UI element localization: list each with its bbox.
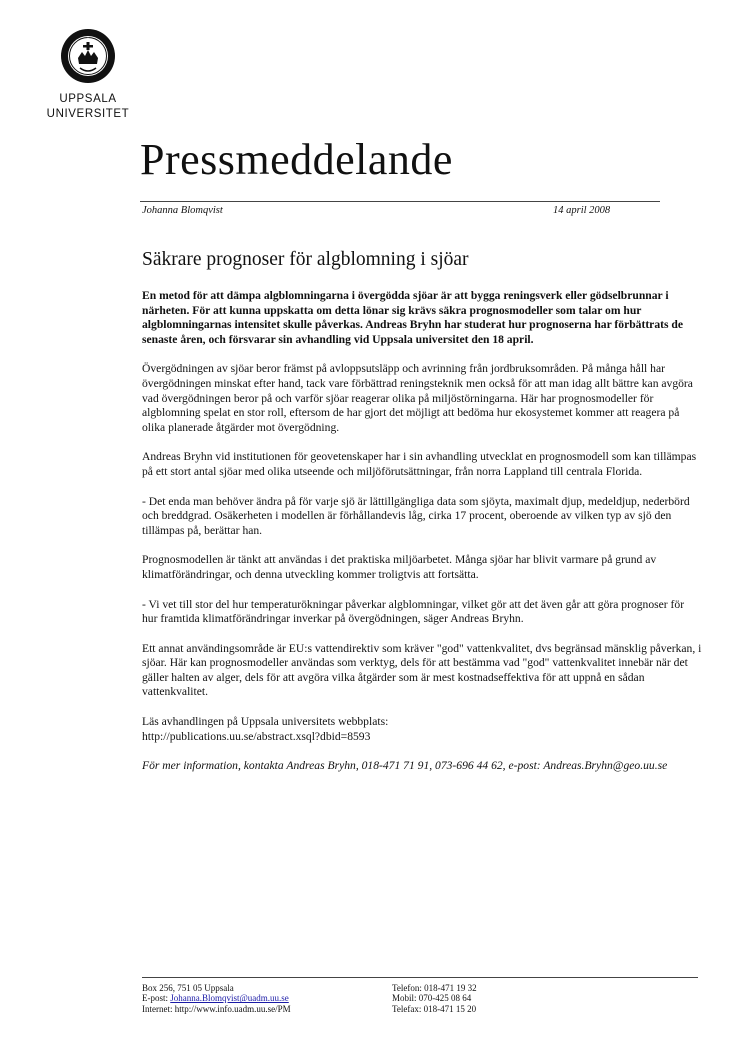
footer-phone: Telefon: 018-471 19 32	[392, 983, 477, 993]
article-lead: En metod för att dämpa algblomningarna i övergödda sjöar är att bygga reningsverk eller gödselbrunnar i närheten. För att kunna uppskatta om detta lönar sig krävs säkra prognosmodeller som talar om hur algblomningarnas intensitet skulle påverkas. Andreas Bryhn har studerat hur prognoserna har förbättrats de senaste åren, och försvarar sin avhandling vid Uppsala universitet den 18 april.	[142, 289, 683, 346]
article-paragraph: Prognosmodellen är tänkt att användas i det praktiska miljöarbetet. Många sjöar har blivit varmare på grund av klimatförändringar, och denna utveckling kommer troligtvis att fortsätta.	[142, 553, 657, 581]
thesis-reference	[142, 715, 702, 744]
footer-email-link[interactable]: Johanna.Blomqvist@uadm.uu.se	[170, 993, 289, 1004]
thesis-intro: Läs avhandlingen på Uppsala universitets webbplats:	[142, 715, 389, 729]
footer-fax: Telefax: 018-471 15 20	[392, 1003, 477, 1014]
title-divider	[140, 201, 660, 202]
article-paragraph: Övergödningen av sjöar beror främst på avloppsutsläpp och avrinning från jordbruksområden. På många håll har övergödningen minskat efter hand, tack vare förbättrad reningsteknik men också för att man idag allt bättre kan avgöra vad övergödningen beror på och varför sjöar reagerar olika på miljöstörningarna. Här har prognosmodeller för algblomning spelat en stor roll, eftersom de har gjort det möjligt att bedöma hur ekosystemet kommer att reagera på olika planerade åtgärder mot övergödning.	[142, 362, 693, 434]
article-paragraph: Andreas Bryhn vid institutionen för geovetenskaper har i sin avhandling utvecklat en prognosmodell som kan tillämpas på ett stort antal sjöar med olika utseende och miljöförutsättningar, från norra Lappland till centrala Florida.	[142, 450, 697, 478]
footer-divider	[142, 977, 698, 978]
article-paragraph: - Det enda man behöver ändra på för varje sjö är lättillgängliga data som sjöyta, maximalt djup, medeldjup, nederbörd och breddgrad. Osäkerheten i modellen är förhållandevis låg, cirka 17 procent, oberoende av vilken typ av sjö den tillämpas på, berättar han.	[142, 494, 690, 537]
footer-contact-right	[392, 983, 477, 1014]
article-headline: Säkrare prognoser för algblomning i sjöar	[142, 249, 469, 270]
footer-internet: Internet: http://www.info.uadm.uu.se/PM	[142, 1003, 291, 1014]
footer-contact-left	[142, 983, 291, 1014]
thesis-url: http://publications.uu.se/abstract.xsql?dbid=8593	[142, 729, 371, 743]
footer-mobile: Mobil: 070-425 08 64	[392, 993, 472, 1004]
university-name-line2: UNIVERSITET	[46, 108, 130, 120]
article-paragraph: - Vi vet till stor del hur temperaturökningar påverkar algblomningar, vilket gör att det även går att göra prognoser för hur framtida klimatförändringar inverkar på övergödningen, säger Andreas Bryhn.	[142, 597, 685, 626]
university-logo	[38, 28, 138, 122]
publish-date: 14 april 2008	[553, 205, 611, 216]
university-name-line1: UPPSALA	[59, 93, 117, 105]
university-seal-icon	[60, 28, 116, 84]
contact-info: För mer information, kontakta Andreas Bryhn, 018-471 71 91, 073-696 44 62, e-post: Andreas.Bryhn@geo.uu.se	[142, 759, 668, 773]
footer-email-label: E-post:	[142, 993, 171, 1004]
footer-address: Box 256, 751 05 Uppsala	[142, 983, 234, 993]
footer-email-line	[142, 993, 291, 1003]
article-paragraph: Ett annat användingsområde är EU:s vattendirektiv som kräver "god" vattenkvalitet, dvs begränsad mänsklig påverkan, i sjöar. Här kan prognosmodeller användas som verktyg, dels för att bestämma vad "god" vattenkvalitet innebär när det gäller halten av alger, dels för att avgöra vilka åtgärder som är mest kostnadseffektiva för att uppnå en sådan vattenkvalitet.	[142, 641, 702, 699]
page-title: Pressmeddelande	[140, 135, 453, 184]
article-body	[142, 248, 702, 789]
author-name: Johanna Blomqvist	[142, 205, 223, 216]
